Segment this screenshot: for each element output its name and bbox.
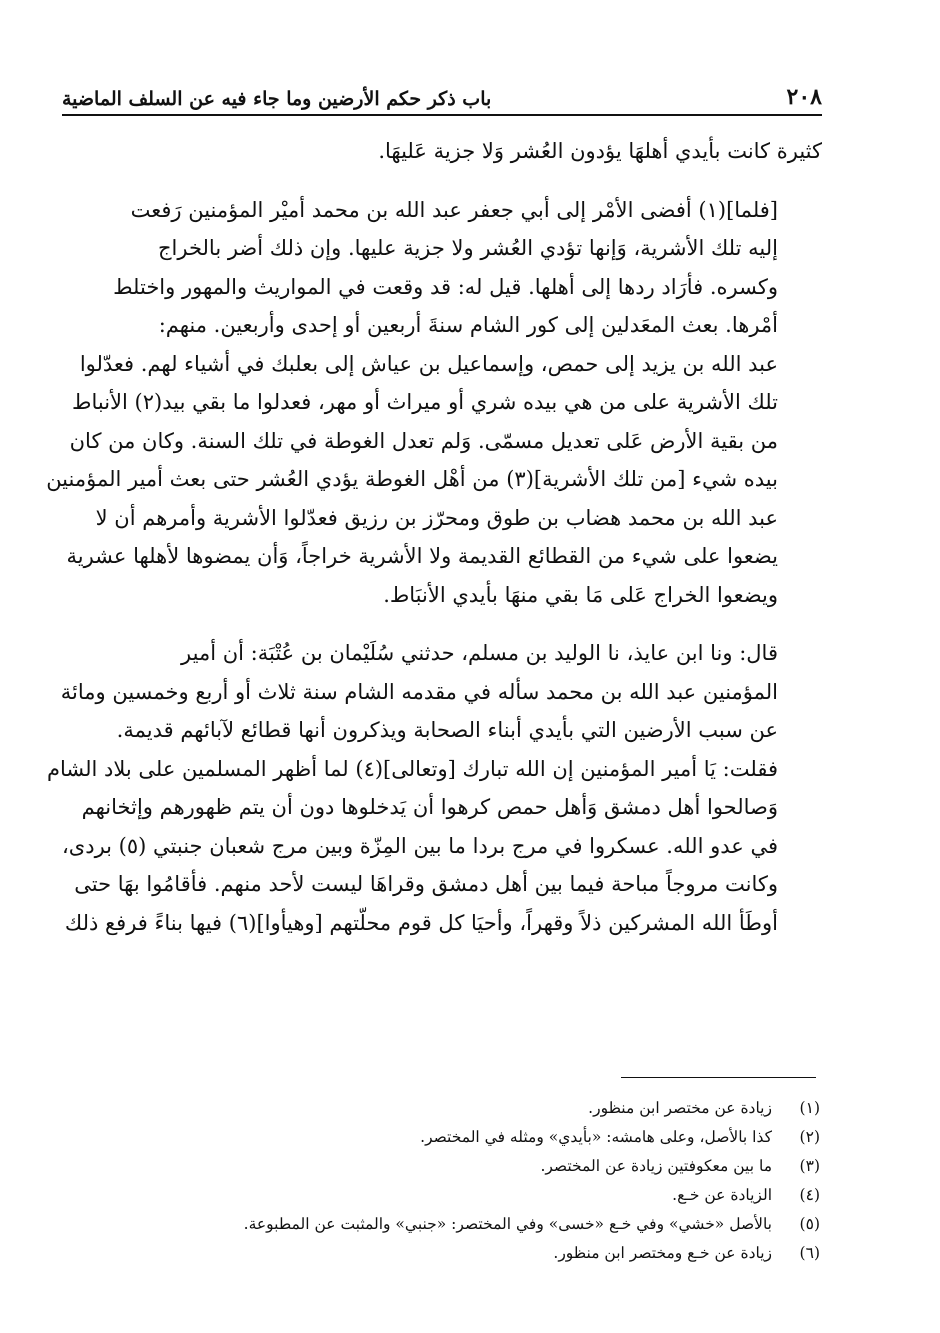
footnotes xyxy=(120,1094,820,1268)
text-line: أمْرها. بعث المعَدلين إلى كور الشام سنةَ أربعين أو إحدى وأربعين. منهم: xyxy=(158,313,778,337)
footnote-text: بالأصل «خشي» وفي خـع «خسى» وفي المختصر: «جنبي» والمثبت عن المطبوعة. xyxy=(243,1215,772,1233)
footnote-divider xyxy=(621,1077,816,1078)
text-line: في عدو الله. عسكروا في مرج بردا ما بين المِزّة وبين مرج شعبان جنبتي (٥) بردى، xyxy=(62,833,778,858)
footnote xyxy=(120,1181,820,1210)
text-line: عبد الله بن محمد هضاب بن طوق ومحرّز بن رزيق فعدّلوا الأشرية وأمرهم أن لا xyxy=(95,505,778,530)
text-line: عبد الله بن يزيد إلى حمص، وإسماعيل بن عياش إلى بعلبك في أشياء لهم. فعدّلوا xyxy=(79,351,778,376)
footnote-text: زيادة عن خـع ومختصر ابن منظور. xyxy=(553,1244,772,1262)
footnote xyxy=(120,1239,820,1268)
footnote-number: (٢) xyxy=(799,1128,820,1146)
text-line: كثيرة كانت بأيدي أهلهَا يؤدون العُشر وَلا جزية عَليهَا. xyxy=(378,139,822,163)
paragraph xyxy=(46,191,822,615)
main-text xyxy=(46,132,822,942)
footnote-text: الزيادة عن خـع. xyxy=(672,1186,772,1204)
paragraph xyxy=(46,634,822,942)
page-header xyxy=(62,76,822,116)
footnote xyxy=(120,1210,820,1239)
footnote-number: (٣) xyxy=(799,1157,820,1175)
text-line: يضعوا على شيء من القطائع القديمة ولا الأشرية خراجاً، وَأن يمضوها لأهلها عشرية xyxy=(66,544,778,568)
text-line: تلك الأشرية على من هي بيده شري أو ميراث أو مهر، فعدلوا ما بقي بيد(٢) الأنباط xyxy=(72,390,778,414)
footnote-text: زيادة عن مختصر ابن منظور. xyxy=(588,1099,772,1117)
text-line: وكسره. فأرَاد ردها إلى أهلها. قيل له: قد وقعت في المواريث والمهور واختلط xyxy=(113,274,778,299)
footnote xyxy=(120,1094,820,1123)
footnote-number: (١) xyxy=(799,1099,820,1117)
text-line: قال: ونا ابن عايذ، نا الوليد بن مسلم، حدثني سُلَيْمان بن عُتْبَة: أن أمير xyxy=(181,641,778,665)
page-number: ٢٠٨ xyxy=(786,84,822,110)
text-line: بيده شيء [من تلك الأشرية](٣) من أهْل الغوطة يؤدي العُشر حتى بعث أمير المؤمنين xyxy=(46,467,778,491)
text-line: عن سبب الأرضين التي بأيدي أبناء الصحابة ويذكرون أنها قطائع لآبائهم قديمة. xyxy=(116,718,778,742)
text-line: المؤمنين عبد الله بن محمد سأله في مقدمه الشام سنة ثلاث أو أربع وخمسين ومائة xyxy=(60,679,778,704)
footnote xyxy=(120,1123,820,1152)
footnote-text: كذا بالأصل، وعلى هامشه: «بأيدي» ومثله في المختصر. xyxy=(420,1128,772,1146)
footnote-number: (٥) xyxy=(799,1215,820,1233)
footnote-number: (٦) xyxy=(799,1244,820,1262)
text-line: أوطَأ الله المشركين ذلاً وقهراً، وأحيَا كل قوم محلّتهم [وهيأوا](٦) فيها بناءً فرفع ذلك xyxy=(64,910,778,935)
text-line: ويضعوا الخراج عَلى مَا بقي منهَا بأيدي الأنبَاط. xyxy=(383,582,778,607)
text-line: فقلت: يَا أمير المؤمنين إن الله تبارك [وتعالى](٤) لما أظهر المسلمين على بلاد الشام xyxy=(46,756,778,781)
text-line: [فلما](١) أفضى الأمْر إلى أبي جعفر عبد الله بن محمد أميْر المؤمنين رَفعت xyxy=(130,197,778,222)
text-line: إليه تلك الأشرية، وَإنها تؤدي العُشر ولا جزية عليها. وإن ذلك أضر بالخراج xyxy=(157,236,778,260)
footnote xyxy=(120,1152,820,1181)
text-line: وكانت مروجاً مباحة فيما بين أهل دمشق وقراهَا ليست لأحد منهم. فأقامُوا بهَا حتى xyxy=(74,872,778,896)
footnote-number: (٤) xyxy=(799,1186,820,1204)
paragraph xyxy=(70,132,822,171)
text-line: من بقية الأرض عَلى تعديل مسمّى. وَلم تعدل الغوطة في تلك السنة. وكان من كان xyxy=(69,428,778,453)
text-line: وَصالحوا أهل دمشق وَأهل حمص كرهوا أن يَدخلوها دون أن يتم ظهورهم وإثخانهم xyxy=(81,795,778,819)
footnote-text: ما بين معكوفتين زيادة عن المختصر. xyxy=(540,1157,772,1175)
running-title: باب ذكر حكم الأرضين وما جاء فيه عن السلف الماضية xyxy=(62,88,492,110)
